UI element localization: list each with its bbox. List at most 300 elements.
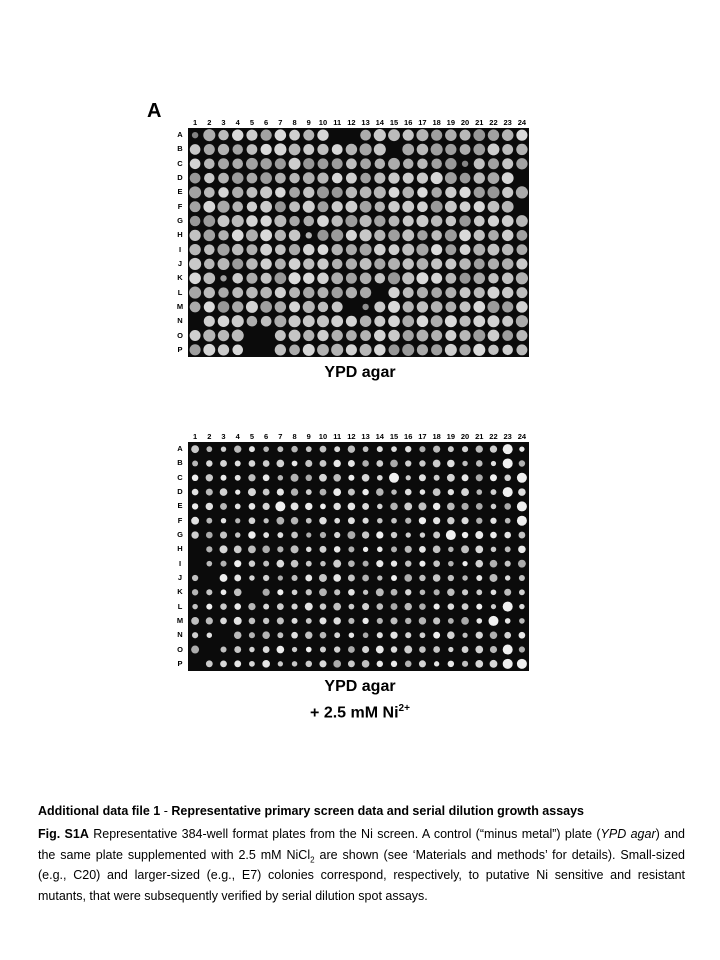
column-label: 21: [475, 118, 484, 127]
column-labels: [188, 432, 529, 442]
colony-spot: [519, 460, 525, 466]
colony-spot: [332, 301, 343, 312]
colony-spot: [275, 129, 287, 141]
colony-spot: [207, 633, 212, 638]
colony-spot: [192, 475, 199, 482]
column-label: 5: [249, 432, 255, 441]
colony-spot: [318, 201, 329, 212]
colony-spot: [431, 315, 443, 327]
colony-spot: [220, 531, 227, 538]
colony-spot: [275, 330, 286, 341]
colony-spot: [374, 330, 386, 342]
colony-spot: [192, 132, 198, 138]
colony-spot: [445, 287, 456, 298]
colony-spot: [377, 446, 383, 452]
colony-spot: [420, 532, 425, 537]
colony-spot: [220, 603, 227, 610]
colony-spot: [191, 617, 199, 625]
colony-spot: [220, 574, 228, 582]
colony-spot: [374, 186, 386, 198]
colony-spot: [505, 518, 511, 524]
colony-spot: [447, 460, 455, 468]
colony-spot: [491, 461, 496, 466]
colony-spot: [474, 172, 485, 183]
colony-spot: [333, 488, 341, 496]
colony-spot: [488, 172, 500, 184]
colony-spot: [320, 561, 326, 567]
colony-spot: [462, 532, 468, 538]
caption-heading-separator: -: [160, 804, 172, 818]
colony-spot: [190, 216, 201, 227]
colony-spot: [505, 575, 510, 580]
colony-spot: [303, 273, 314, 284]
caption-body: [38, 824, 685, 906]
colony-spot: [303, 330, 314, 341]
column-label: 11: [333, 118, 342, 127]
colony-spot: [317, 315, 329, 327]
colony-spot: [262, 631, 270, 639]
colony-spot: [374, 258, 385, 269]
colony-spot: [460, 287, 471, 298]
colony-spot: [332, 158, 343, 169]
colony-spot: [274, 143, 286, 155]
colony-spot: [490, 532, 497, 539]
colony-spot: [348, 489, 355, 496]
colony-spot: [303, 144, 314, 155]
colony-spot: [403, 130, 414, 141]
colony-spot: [277, 560, 285, 568]
colony-spot: [360, 143, 372, 155]
colony-spot: [490, 631, 497, 638]
column-label: 2: [207, 118, 212, 127]
colony-spot: [363, 590, 368, 595]
colony-spot: [420, 632, 426, 638]
colony-spot: [360, 187, 372, 199]
colony-spot: [459, 215, 470, 226]
colony-spot: [462, 646, 469, 653]
colony-spot: [346, 173, 357, 184]
colony-spot: [445, 330, 456, 341]
colony-spot: [390, 617, 397, 624]
colony-spot: [289, 345, 300, 356]
colony-spot: [473, 244, 485, 256]
colony-spot: [320, 546, 327, 553]
row-label: C: [177, 158, 183, 168]
colony-spot: [332, 259, 343, 270]
colony-spot: [331, 344, 343, 356]
colony-spot: [247, 144, 258, 155]
colony-spot: [518, 560, 526, 568]
colony-spot: [516, 186, 528, 198]
colony-spot: [332, 287, 343, 298]
row-label: J: [177, 572, 183, 582]
colony-spot: [433, 517, 440, 524]
colony-spot: [362, 660, 370, 668]
colony-spot: [488, 273, 498, 283]
colony-spot: [303, 130, 314, 141]
colony-spot: [204, 187, 215, 198]
colony-spot: [362, 474, 370, 482]
colony-spot: [376, 560, 383, 567]
colony-spot: [488, 158, 499, 169]
colony-spot: [319, 517, 326, 524]
colony-spot: [377, 603, 384, 610]
colony-spot: [462, 603, 469, 610]
colony-spot: [416, 129, 428, 141]
row-label: O: [177, 644, 183, 654]
colony-spot: [462, 474, 469, 481]
colony-spot: [488, 345, 498, 355]
colony-spot: [462, 161, 468, 167]
colony-spot: [319, 588, 327, 596]
nickel-plate-caption-line1: YPD agar: [324, 678, 396, 695]
colony-spot: [289, 272, 301, 284]
colony-spot: [346, 158, 357, 169]
colony-spot: [261, 215, 272, 226]
colony-spot: [306, 232, 312, 238]
colony-spot: [388, 158, 400, 170]
colony-spot: [403, 258, 414, 269]
colony-spot: [289, 230, 301, 242]
colony-spot: [476, 503, 483, 510]
colony-spot: [461, 503, 468, 510]
colony-spot: [277, 646, 285, 654]
colony-spot: [217, 201, 229, 213]
column-label: 9: [306, 118, 311, 127]
colony-spot: [305, 460, 312, 467]
colony-spot: [332, 173, 343, 184]
colony-spot: [190, 344, 201, 355]
colony-spot: [232, 158, 243, 169]
row-label: F: [177, 515, 183, 525]
colony-spot: [490, 518, 496, 524]
colony-spot: [504, 589, 511, 596]
colony-spot: [445, 172, 457, 184]
colony-spot: [504, 632, 511, 639]
colony-spot: [289, 201, 300, 212]
column-label: 8: [292, 432, 297, 441]
colony-spot: [388, 272, 400, 284]
colony-spot: [360, 215, 372, 227]
colony-spot: [377, 504, 383, 510]
colony-spot: [317, 144, 328, 155]
colony-spot: [402, 144, 414, 156]
colony-spot: [503, 458, 513, 468]
column-label: 14: [375, 432, 384, 441]
colony-spot: [192, 604, 198, 610]
colony-spot: [376, 488, 384, 496]
colony-spot: [234, 617, 242, 625]
colony-spot: [403, 216, 414, 227]
colony-spot: [448, 647, 453, 652]
colony-spot: [303, 158, 314, 169]
colony-spot: [275, 301, 286, 312]
row-label: O: [177, 330, 183, 340]
colony-spot: [206, 589, 212, 595]
colony-spot: [220, 660, 227, 667]
colony-spot: [475, 545, 483, 553]
row-label: K: [177, 273, 183, 283]
colony-spot: [235, 504, 241, 510]
column-label: 17: [418, 432, 427, 441]
colony-spot: [191, 531, 198, 538]
colony-spot: [419, 646, 426, 653]
colony-spot: [516, 130, 527, 141]
colony-spot: [234, 588, 242, 596]
colony-spot: [204, 259, 215, 270]
colony-spot: [374, 244, 386, 256]
colony-spot: [490, 446, 497, 453]
colony-spot: [232, 129, 243, 140]
colony-spot: [220, 618, 227, 625]
colony-spot: [374, 316, 385, 327]
colony-spot: [419, 446, 425, 452]
colony-spot: [502, 172, 514, 184]
colony-spot: [391, 518, 397, 524]
colony-spot: [348, 460, 355, 467]
colony-spot: [305, 575, 312, 582]
colony-spot: [491, 604, 496, 609]
colony-spot: [417, 301, 428, 312]
colony-spot: [460, 244, 471, 255]
column-label: 24: [517, 432, 527, 441]
colony-spot: [360, 158, 371, 169]
colony-spot: [260, 287, 272, 299]
colony-spot: [291, 502, 299, 510]
colony-spot: [274, 272, 286, 284]
colony-spot: [491, 504, 497, 510]
colony-spot: [474, 259, 485, 270]
colony-spot: [475, 660, 483, 668]
colony-spot: [192, 489, 199, 496]
colony-spot: [348, 546, 354, 552]
colony-spot: [275, 501, 285, 511]
colony-spot: [319, 474, 327, 482]
colony-spot: [519, 589, 525, 595]
colony-spot: [505, 546, 511, 552]
colony-spot: [503, 602, 513, 612]
column-label: 9: [306, 432, 311, 441]
colony-spot: [220, 488, 228, 496]
colony-spot: [419, 517, 426, 524]
colony-spot: [306, 532, 311, 537]
colony-spot: [360, 287, 371, 298]
colony-spot: [275, 187, 286, 198]
colony-spot: [220, 545, 228, 553]
colony-spot: [405, 589, 411, 595]
colony-spot: [474, 216, 485, 227]
colony-spot: [517, 516, 527, 526]
colony-spot: [391, 446, 397, 452]
colony-spot: [417, 230, 427, 240]
colony-spot: [431, 273, 442, 284]
column-label: 12: [347, 432, 356, 441]
colony-spot: [234, 446, 241, 453]
colony-spot: [504, 475, 511, 482]
colony-spot: [303, 258, 314, 269]
colony-spot: [363, 547, 368, 552]
colony-spot: [206, 446, 212, 452]
colony-spot: [218, 158, 229, 169]
colony-spot: [473, 144, 485, 156]
colony-spot: [431, 187, 441, 197]
colony-spot: [502, 345, 512, 355]
colony-spot: [345, 201, 357, 213]
colony-spot: [417, 344, 428, 355]
colony-spot: [291, 488, 298, 495]
colony-spot: [487, 315, 499, 327]
colony-spot: [204, 244, 215, 255]
colony-spot: [376, 460, 383, 467]
row-label: B: [177, 458, 183, 468]
panel-letter: A: [147, 100, 162, 122]
colony-spot: [376, 646, 384, 654]
colony-spot: [277, 460, 285, 468]
column-label: 21: [475, 432, 484, 441]
colony-spot: [474, 201, 485, 212]
colony-spot: [263, 532, 269, 538]
row-label: E: [177, 187, 183, 197]
colony-spot: [502, 158, 513, 169]
row-label: M: [176, 615, 184, 625]
colony-spot: [292, 575, 298, 581]
column-label: 16: [404, 432, 413, 441]
colony-spot: [417, 330, 429, 342]
colony-spot: [218, 344, 229, 355]
colony-spot: [261, 130, 272, 141]
colony-spot: [488, 201, 500, 213]
colony-spot: [275, 344, 286, 355]
row-label: P: [177, 344, 183, 354]
colony-spot: [334, 589, 340, 595]
colony-spot: [274, 215, 286, 227]
colony-spot: [476, 604, 482, 610]
colony-spot: [445, 244, 456, 255]
colony-spot: [346, 344, 357, 355]
column-label: 12: [347, 118, 356, 127]
colony-spot: [249, 632, 255, 638]
colony-spot: [448, 661, 455, 668]
colony-spot: [431, 143, 443, 155]
colony-spot: [362, 603, 369, 610]
colony-spot: [264, 518, 269, 523]
colony-spot: [448, 547, 453, 552]
column-label: 22: [489, 118, 498, 127]
colony-spot: [333, 574, 341, 582]
colony-spot: [303, 201, 315, 213]
colony-spot: [460, 316, 471, 327]
colony-spot: [334, 518, 340, 524]
colony-spot: [333, 503, 340, 510]
colony-spot: [248, 603, 255, 610]
colony-spot: [191, 445, 199, 453]
colony-spot: [348, 646, 355, 653]
colony-spot: [333, 660, 341, 668]
colony-spot: [204, 173, 214, 183]
colony-spot: [446, 530, 456, 540]
colony-spot: [348, 445, 355, 452]
colony-spot: [433, 460, 441, 468]
colony-spot: [332, 330, 343, 341]
colony-spot: [417, 315, 429, 327]
colony-spot: [391, 646, 398, 653]
colony-spot: [374, 301, 385, 312]
colony-spot: [419, 460, 425, 466]
colony-spot: [204, 301, 215, 312]
colony-spot: [405, 618, 411, 624]
colony-spot: [289, 158, 301, 170]
colony-spot: [203, 329, 215, 341]
colony-spot: [474, 187, 485, 198]
column-label: 23: [503, 432, 512, 441]
colony-spot: [232, 229, 244, 241]
colony-spot: [289, 315, 301, 327]
colony-spot: [403, 159, 413, 169]
column-label: 7: [278, 118, 283, 127]
column-label: 2: [207, 432, 212, 441]
colony-spot: [190, 201, 201, 212]
colony-spot: [516, 158, 527, 169]
colony-spot: [447, 631, 455, 639]
colony-spot: [332, 244, 343, 255]
colony-spot: [460, 173, 471, 184]
colony-spot: [445, 258, 456, 269]
colony-spot: [306, 475, 312, 481]
colony-spot: [502, 316, 513, 327]
colony-spot: [218, 301, 230, 313]
colony-spot: [374, 129, 386, 141]
colony-spot: [263, 561, 269, 567]
colony-spot: [192, 461, 198, 467]
column-label: 15: [389, 432, 399, 441]
colony-spot: [404, 603, 411, 610]
colony-spot: [232, 215, 244, 227]
colony-spot: [303, 187, 314, 198]
colony-spot: [277, 446, 283, 452]
colony-spot: [360, 315, 371, 326]
colony-spot: [503, 487, 513, 497]
colony-spot: [517, 244, 528, 255]
colony-spot: [519, 632, 526, 639]
column-label: 19: [446, 432, 456, 441]
colony-spot: [363, 518, 369, 524]
colony-spot: [318, 244, 329, 255]
colony-spot: [346, 287, 357, 298]
colony-spot: [459, 187, 470, 198]
colony-spot: [348, 475, 354, 481]
colony-spot: [334, 646, 340, 652]
colony-spot: [331, 272, 343, 284]
colony-spot: [473, 301, 485, 313]
colony-spot: [433, 503, 440, 510]
colony-spot: [234, 575, 241, 582]
colony-spot: [292, 589, 298, 595]
colony-spot: [403, 301, 414, 312]
colony-spot: [333, 603, 341, 611]
colony-spot: [318, 158, 329, 169]
colony-spot: [192, 503, 198, 509]
colony-spot: [489, 574, 497, 582]
colony-spot: [363, 561, 369, 567]
colony-spot: [487, 301, 499, 313]
colony-spot: [434, 475, 440, 481]
colony-spot: [232, 273, 243, 284]
colony-spot: [318, 287, 329, 298]
colony-spot: [461, 545, 469, 553]
column-label: 11: [333, 432, 342, 441]
colony-spot: [246, 215, 257, 226]
colony-spot: [360, 173, 371, 184]
